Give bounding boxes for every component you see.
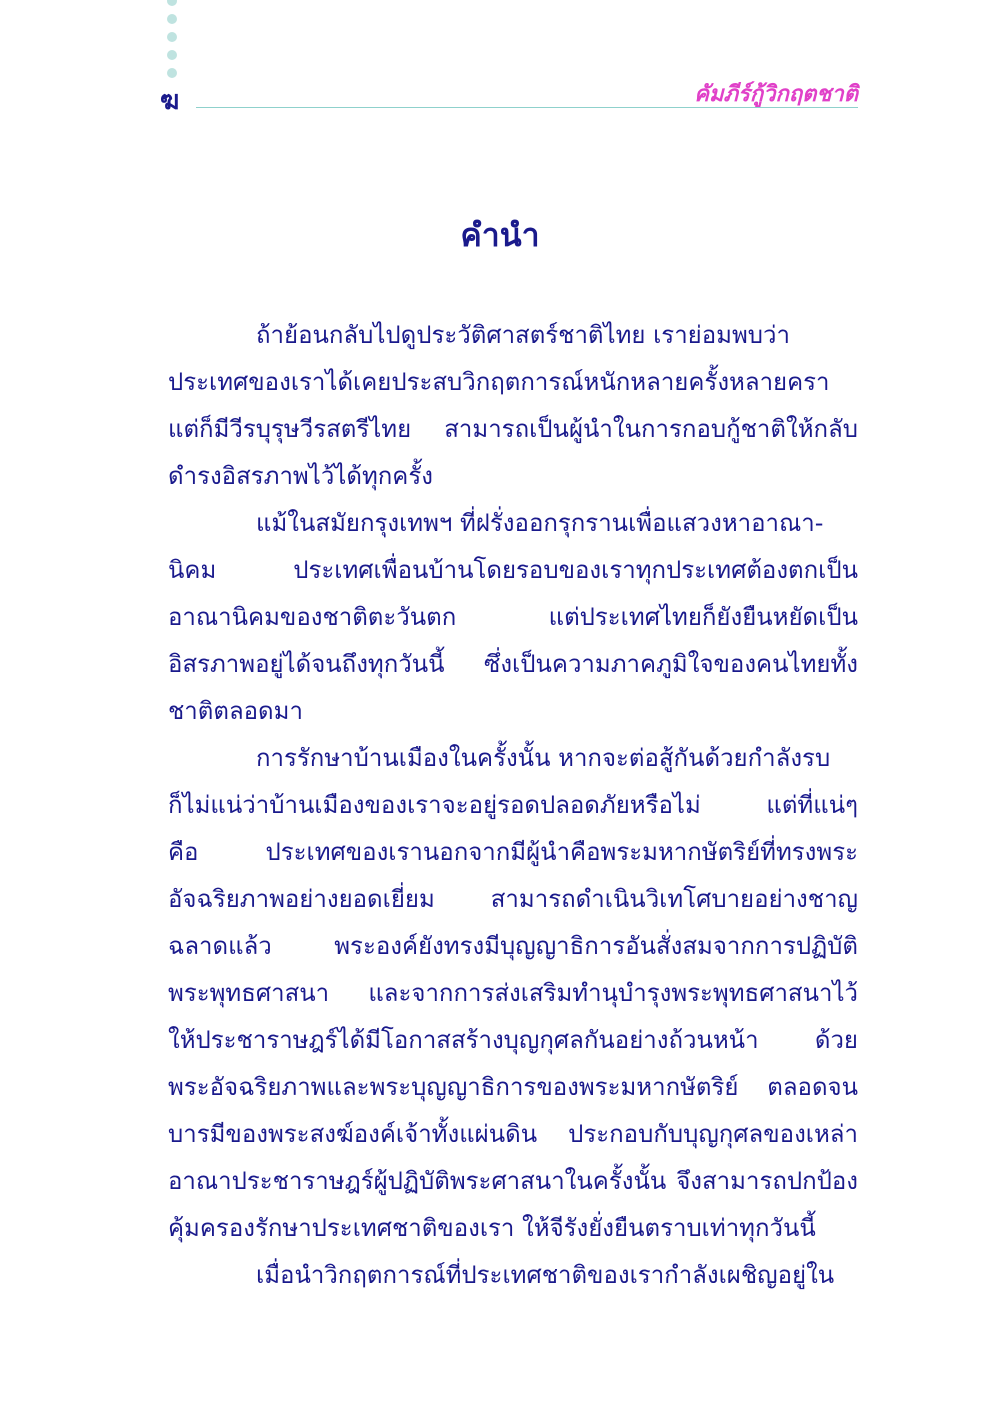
text-line: แต่ก็มีวีรบุรุษวีรสตรีไทย สามารถเป็นผู้นำในการกอบกู้ชาติให้กลับ <box>168 415 858 443</box>
decorative-dot <box>167 68 177 78</box>
body-text <box>168 312 858 1299</box>
decorative-dot <box>167 50 177 60</box>
text-line: คุ้มครองรักษาประเทศชาติของเรา ให้จีรังยั่งยืนตราบเท่าทุกวันนี้ <box>168 1214 816 1242</box>
text-line: ให้ประชาราษฎร์ได้มีโอกาสสร้างบุญกุศลกันอย่างถ้วนหน้า ด้วย <box>168 1026 858 1054</box>
text-line: คือ ประเทศของเรานอกจากมีผู้นำคือพระมหากษัตริย์ที่ทรงพระ <box>168 838 858 866</box>
text-line: ชาติตลอดมา <box>168 697 303 725</box>
chapter-title: คำนำ <box>460 216 540 254</box>
text-line: อาณาประชาราษฎร์ผู้ปฏิบัติพระศาสนาในครั้งนั้น จึงสามารถปกป้อง <box>168 1167 858 1195</box>
text-line: ดำรงอิสรภาพไว้ได้ทุกครั้ง <box>168 462 433 490</box>
page-number: ฆ <box>160 86 180 116</box>
header-rule <box>196 107 858 108</box>
text-line: บารมีของพระสงฆ์องค์เจ้าทั้งแผ่นดิน ประกอบกับบุญกุศลของเหล่า <box>168 1120 858 1148</box>
running-title: คัมภีร์กู้วิกฤตชาติ <box>694 82 858 107</box>
text-line: พระพุทธศาสนา และจากการส่งเสริมทำนุบำรุงพระพุทธศาสนาไว้ <box>168 979 858 1007</box>
text-line: อัจฉริยภาพอย่างยอดเยี่ยม สามารถดำเนินวิเทโศบายอย่างชาญ <box>168 885 858 913</box>
text-line: อาณานิคมของชาติตะวันตก แต่ประเทศไทยก็ยังยืนหยัดเป็น <box>168 603 858 631</box>
decorative-dot <box>167 14 177 24</box>
text-line: การรักษาบ้านเมืองในครั้งนั้น หากจะต่อสู้กันด้วยกำลังรบ <box>256 744 831 772</box>
decorative-dot <box>167 0 177 6</box>
text-line: แม้ในสมัยกรุงเทพฯ ที่ฝรั่งออกรุกรานเพื่อแสวงหาอาณา- <box>256 509 824 537</box>
text-line: เมื่อนำวิกฤตการณ์ที่ประเทศชาติของเรากำลังเผชิญอยู่ใน <box>256 1261 835 1289</box>
text-line: พระอัจฉริยภาพและพระบุญญาธิการของพระมหากษัตริย์ ตลอดจน <box>168 1073 858 1101</box>
text-line: ฉลาดแล้ว พระองค์ยังทรงมีบุญญาธิการอันสั่งสมจากการปฏิบัติ <box>168 932 858 960</box>
text-line: ก็ไม่แน่ว่าบ้านเมืองของเราจะอยู่รอดปลอดภัยหรือไม่ แต่ที่แน่ๆ <box>168 791 858 819</box>
text-line: อิสรภาพอยู่ได้จนถึงทุกวันนี้ ซึ่งเป็นความภาคภูมิใจของคนไทยทั้ง <box>168 650 858 678</box>
text-line: ประเทศของเราได้เคยประสบวิกฤตการณ์หนักหลายครั้งหลายครา <box>168 368 830 396</box>
text-line: ถ้าย้อนกลับไปดูประวัติศาสตร์ชาติไทย เราย่อมพบว่า <box>256 321 790 349</box>
text-line: นิคม ประเทศเพื่อนบ้านโดยรอบของเราทุกประเทศต้องตกเป็น <box>168 556 858 584</box>
decorative-dot <box>167 32 177 42</box>
